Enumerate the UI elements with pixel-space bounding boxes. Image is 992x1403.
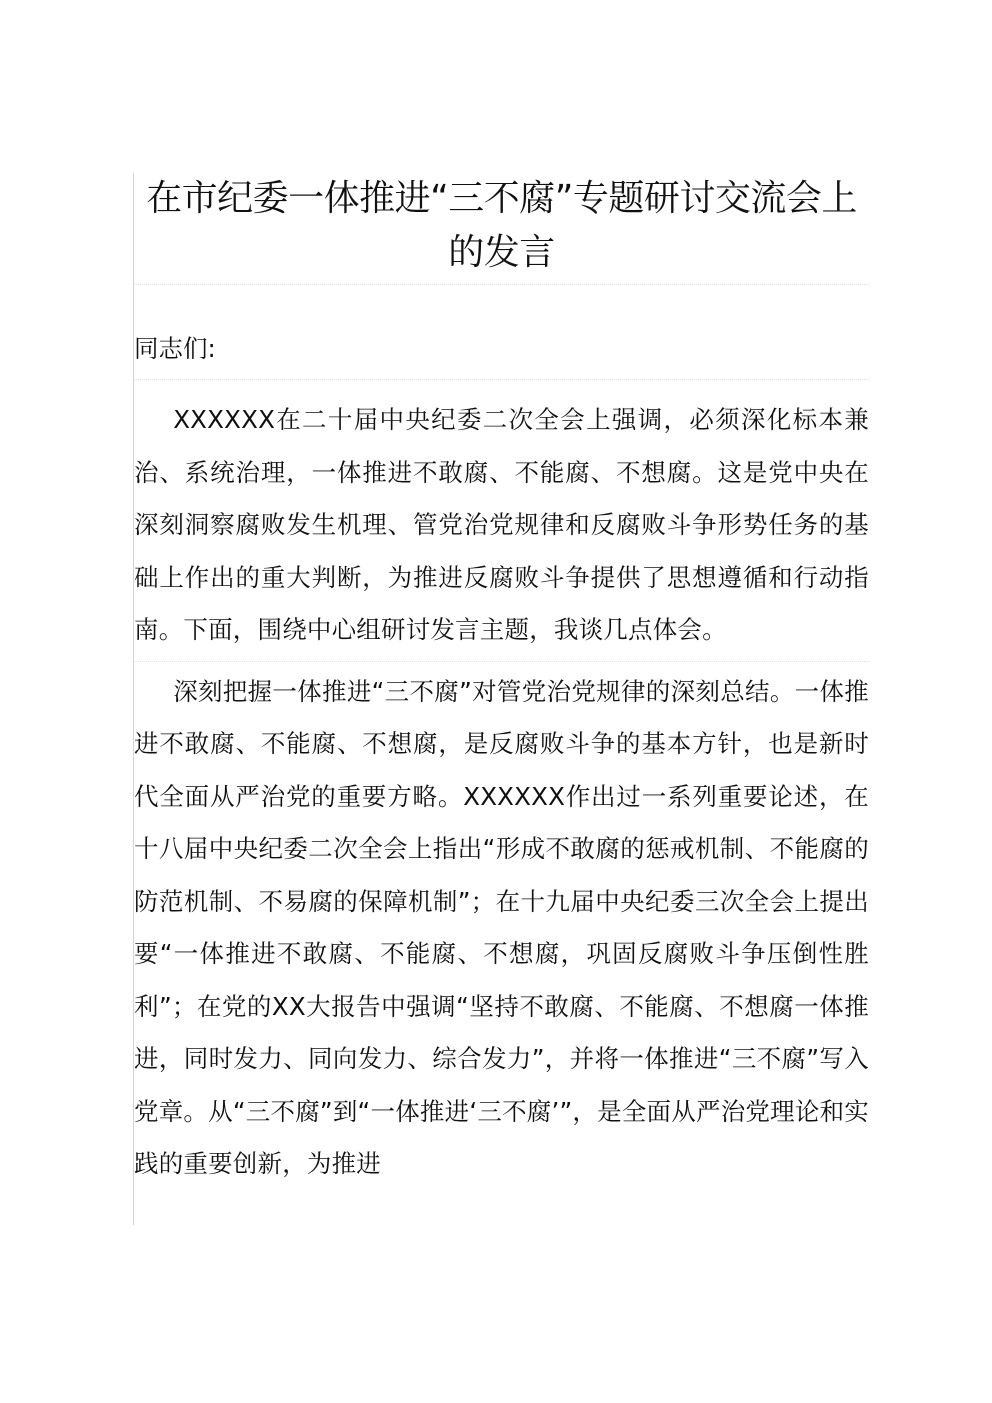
salutation: 同志们: <box>134 334 216 363</box>
title-divider <box>134 284 869 285</box>
salutation-divider <box>134 379 869 380</box>
paragraph-divider <box>134 661 869 662</box>
document-body <box>134 172 869 1191</box>
document-title: 在市纪委一体推进“三不腐”专题研讨交流会上的发言 <box>146 178 857 273</box>
paragraph-point-one: 深刻把握一体推进“三不腐”对管党治党规律的深刻总结。一体推进不敢腐、不能腐、不想腐，是反腐败斗争的基本方针，也是新时代全面从严治党的重要方略。XXXXXX作出过一系列重要论述，在十八届中央纪委二次全会上指出“形成不敢腐的惩戒机制、不能腐的防范机制、不易腐的保障机制”；在十九届中央纪委三次全会上提出要“一体推进不敢腐、不能腐、不想腐，巩固反腐败斗争压倒性胜利”；在党的XX大报告中强调“坚持不敢腐、不能腐、不想腐一体推进，同时发力、同向发力、综合发力”，并将一体推进“三不腐”写入党章。从“三不腐”到“一体推进‘三不腐’”，是全面从严治党理论和实践的重要创新，为推进 <box>134 676 869 1178</box>
paragraph-intro: XXXXXX在二十届中央纪委二次全会上强调，必须深化标本兼治、系统治理，一体推进不敢腐、不能腐、不想腐。这是党中央在深刻洞察腐败发生机理、管党治党规律和反腐败斗争形势任务的基础上作出的重大判断，为推进反腐败斗争提供了思想遵循和行动指南。下面，围绕中心组研讨发言主题，我谈几点体会。 <box>134 405 869 644</box>
